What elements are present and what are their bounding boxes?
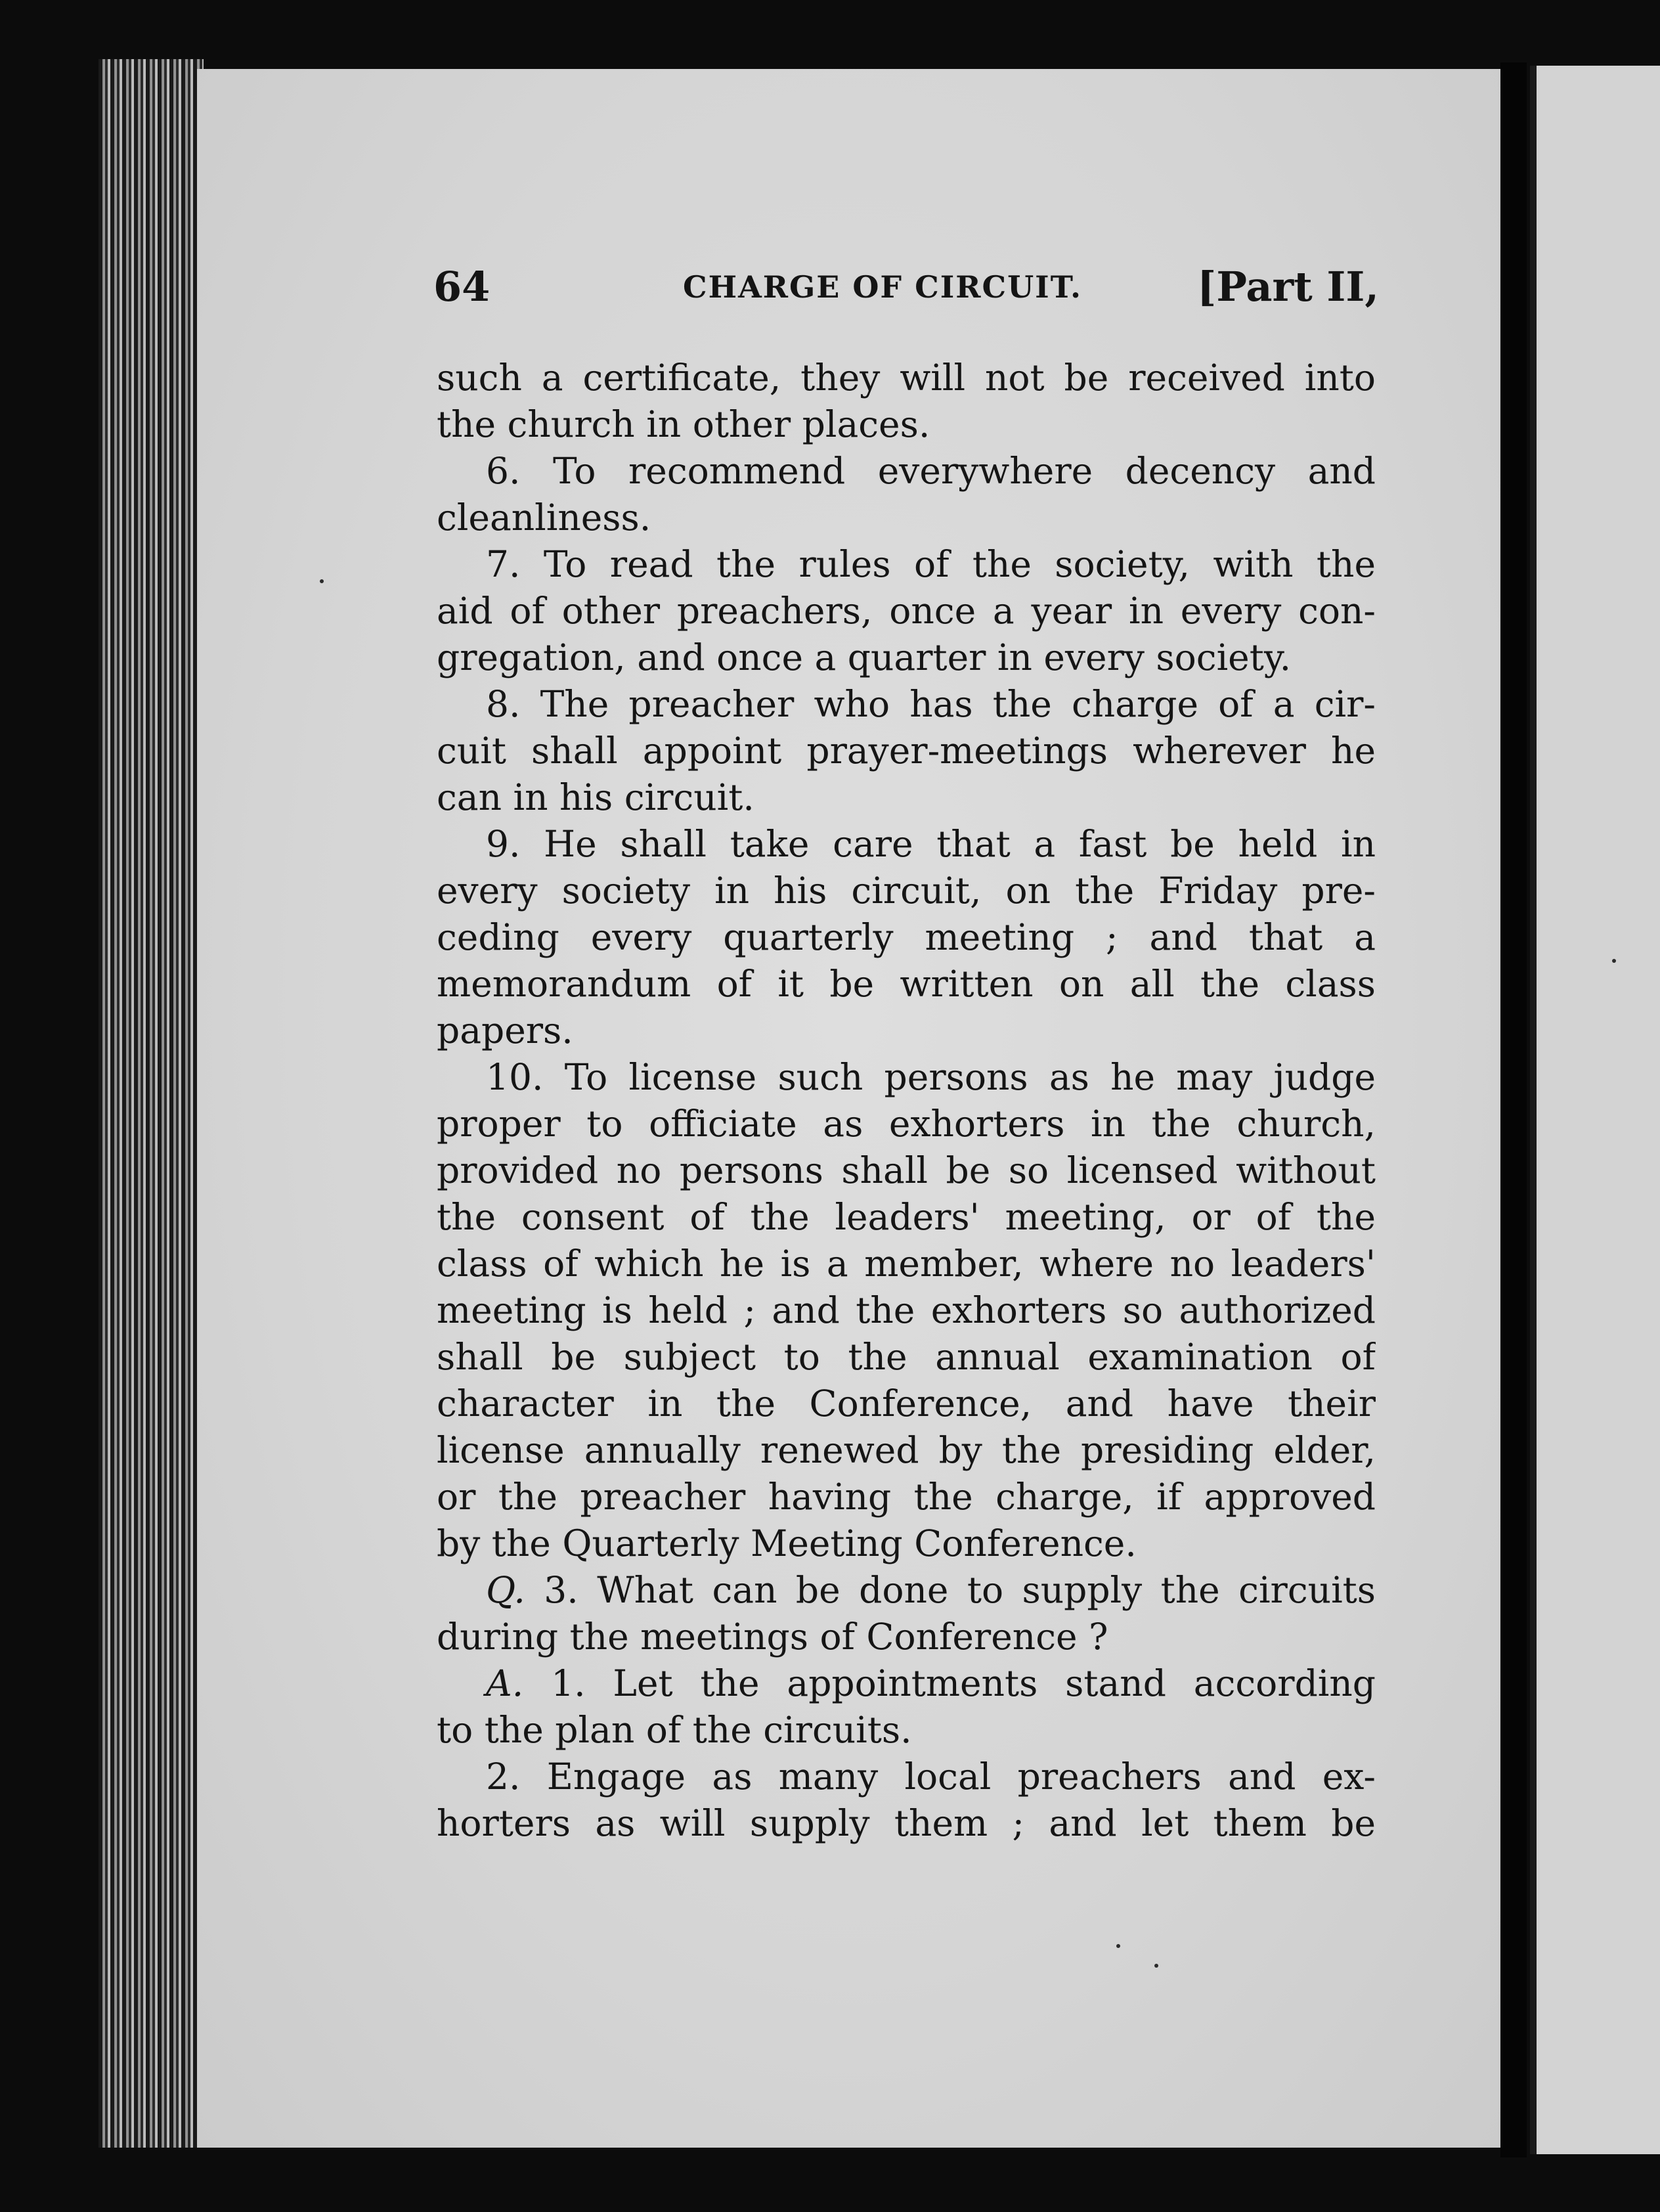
line-text: cleanliness. (437, 497, 651, 539)
line-text: provided no persons shall be so licensed without (437, 1149, 1376, 1191)
line-text: meeting is held ; and the exhorters so authorized (437, 1289, 1376, 1331)
text-line (437, 541, 1376, 588)
text-line (437, 1381, 1376, 1427)
line-text: character in the Conference, and have their (437, 1382, 1376, 1425)
text-line (437, 588, 1376, 634)
text-line (437, 1287, 1376, 1334)
print-speck (1154, 1964, 1158, 1968)
line-text: by the Quarterly Meeting Conference. (437, 1522, 1137, 1564)
text-line (437, 728, 1376, 774)
text-line (437, 495, 1376, 541)
text-line (437, 1707, 1376, 1754)
line-text: cuit shall appoint prayer-meetings wherever he (437, 730, 1376, 772)
line-text: horters as will supply them ; and let them be (437, 1802, 1376, 1844)
text-line (437, 1754, 1376, 1800)
line-text: such a certificate, they will not be received into (437, 357, 1376, 399)
print-speck (1612, 959, 1616, 963)
text-line (437, 1567, 1376, 1614)
running-title: CHARGE OF CIRCUIT. (683, 269, 1083, 305)
text-line (437, 1660, 1376, 1707)
text-line (437, 821, 1376, 868)
line-text: class of which he is a member, where no leaders' (437, 1243, 1376, 1285)
text-line (437, 774, 1376, 821)
text-line (437, 634, 1376, 681)
line-text: the church in other places. (437, 403, 930, 445)
line-text: every society in his circuit, on the Friday pre- (437, 870, 1376, 912)
line-text: 7. To read the rules of the society, with the (486, 543, 1376, 585)
line-text: ceding every quarterly meeting ; and that a (437, 916, 1376, 958)
text-line (437, 961, 1376, 1007)
text-line (437, 1147, 1376, 1194)
line-text: memorandum of it be written on all the class (437, 963, 1376, 1005)
running-header (433, 263, 1379, 322)
print-speck (1116, 1944, 1120, 1948)
page-stack-edge (98, 59, 204, 2148)
text-line (437, 914, 1376, 961)
line-text: during the meetings of Conference ? (437, 1616, 1108, 1658)
line-text: 9. He shall take care that a fast be held in (486, 823, 1376, 865)
text-line (437, 1054, 1376, 1101)
line-text: license annually renewed by the presiding elder, (437, 1429, 1376, 1471)
line-text: or the preacher having the charge, if approved (437, 1476, 1376, 1518)
text-line (437, 355, 1376, 401)
line-text: to the plan of the circuits. (437, 1709, 912, 1751)
line-text: gregation, and once a quarter in every society. (437, 636, 1292, 678)
line-text: papers. (437, 1009, 573, 1051)
text-line (437, 1800, 1376, 1847)
line-prefix: Q. (486, 1569, 525, 1611)
line-text: 8. The preacher who has the charge of a cir- (486, 683, 1376, 725)
line-text: the consent of the leaders' meeting, or of the (437, 1196, 1376, 1238)
text-line (437, 448, 1376, 495)
text-line (437, 1101, 1376, 1147)
text-line (437, 681, 1376, 728)
text-line (437, 1474, 1376, 1520)
text-line (437, 1241, 1376, 1287)
page-number: 64 (433, 263, 491, 311)
text-line (437, 1614, 1376, 1660)
print-speck (320, 579, 324, 583)
line-text: 2. Engage as many local preachers and ex- (486, 1756, 1376, 1798)
line-text: 1. Let the appointments stand according (551, 1662, 1376, 1704)
gutter-shadow (1500, 62, 1527, 2157)
text-line (437, 1520, 1376, 1567)
line-text: 3. What can be done to supply the circuits (544, 1569, 1376, 1611)
line-prefix: A. (486, 1662, 524, 1704)
text-line (437, 1427, 1376, 1474)
line-text: 6. To recommend everywhere decency and (486, 450, 1376, 492)
text-line (437, 1007, 1376, 1054)
line-text: aid of other preachers, once a year in every con- (437, 590, 1376, 632)
line-text: proper to officiate as exhorters in the church, (437, 1103, 1376, 1145)
text-line (437, 1194, 1376, 1241)
body-text (437, 355, 1376, 1847)
text-line (437, 401, 1376, 448)
part-label: [Part II, (1197, 263, 1379, 311)
text-line (437, 1334, 1376, 1381)
line-text: can in his circuit. (437, 776, 754, 818)
facing-page-edge (1530, 66, 1660, 2154)
line-text: shall be subject to the annual examination of (437, 1336, 1376, 1378)
line-text: 10. To license such persons as he may judge (486, 1056, 1376, 1098)
text-line (437, 868, 1376, 914)
